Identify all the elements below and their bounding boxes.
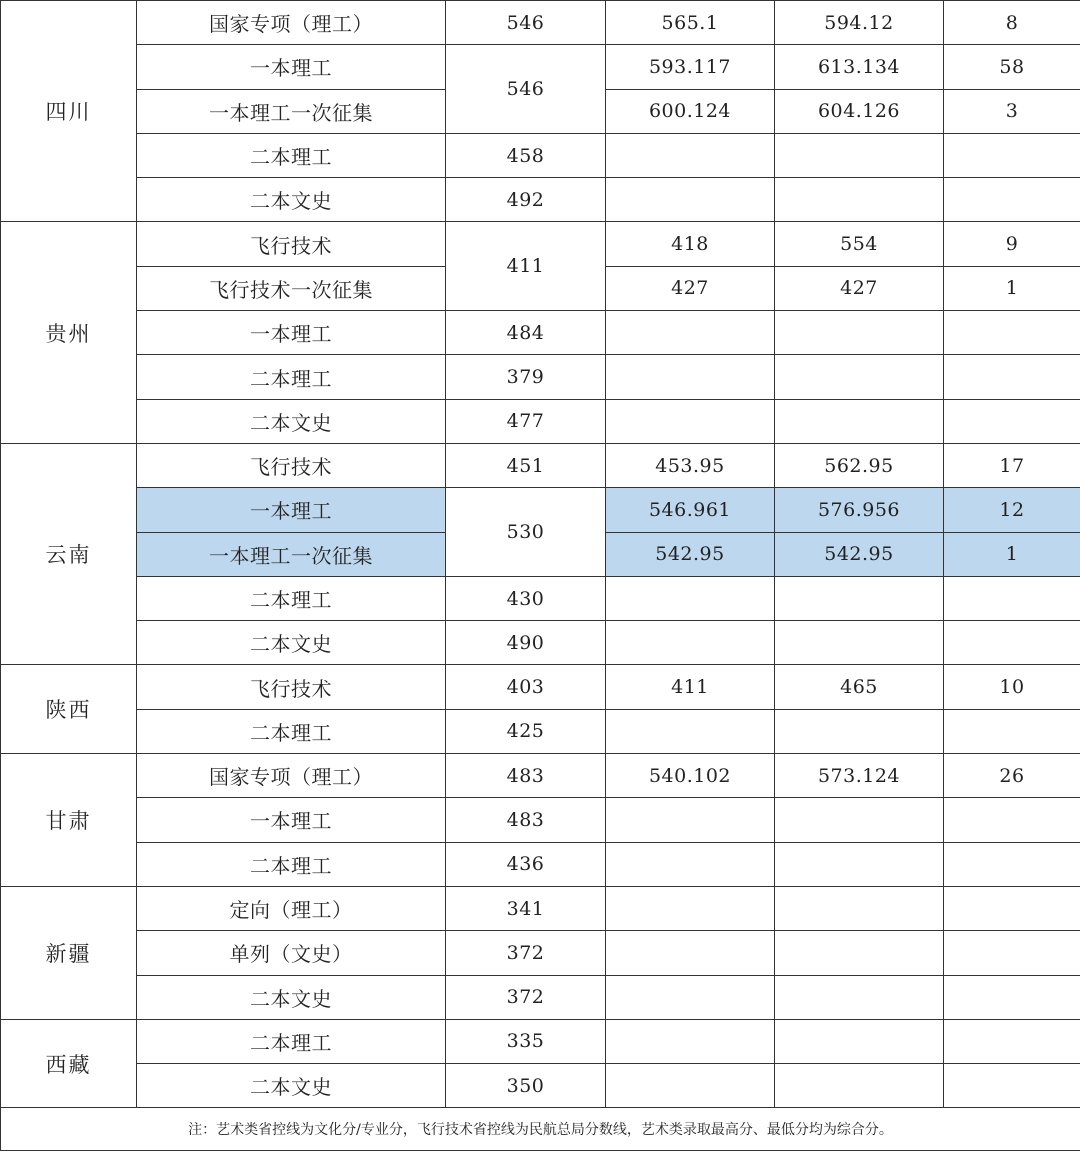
count-cell <box>944 1064 1080 1108</box>
max-score-cell <box>775 399 944 443</box>
table-row <box>1 754 1080 798</box>
min-score-cell <box>606 1019 775 1063</box>
max-score-cell <box>775 178 944 222</box>
control-line-cell: 425 <box>446 709 606 753</box>
table-row <box>1 133 1080 177</box>
max-score-cell: 542.95 <box>775 532 944 576</box>
max-score-cell: 613.134 <box>775 45 944 89</box>
min-score-cell: 593.117 <box>606 45 775 89</box>
count-cell <box>944 1019 1080 1063</box>
count-cell: 1 <box>944 532 1080 576</box>
min-score-cell: 565.1 <box>606 1 775 45</box>
min-score-cell <box>606 311 775 355</box>
category-cell: 飞行技术 <box>137 443 446 487</box>
count-cell: 10 <box>944 665 1080 709</box>
max-score-cell: 576.956 <box>775 488 944 532</box>
category-cell: 二本理工 <box>137 842 446 886</box>
max-score-cell <box>775 355 944 399</box>
table-row <box>1 443 1080 487</box>
category-cell: 二本理工 <box>137 1019 446 1063</box>
min-score-cell <box>606 399 775 443</box>
control-line-cell: 341 <box>446 886 606 930</box>
control-line-cell: 436 <box>446 842 606 886</box>
table-row <box>1 1 1080 45</box>
max-score-cell <box>775 709 944 753</box>
control-line-cell: 372 <box>446 975 606 1019</box>
min-score-cell: 418 <box>606 222 775 266</box>
category-cell: 一本理工一次征集 <box>137 532 446 576</box>
count-cell <box>944 576 1080 620</box>
table-row <box>1 709 1080 753</box>
max-score-cell <box>775 842 944 886</box>
max-score-cell <box>775 1019 944 1063</box>
category-cell: 二本理工 <box>137 355 446 399</box>
category-cell: 二本文史 <box>137 1064 446 1108</box>
province-cell: 甘肃 <box>1 754 137 887</box>
table-row <box>1 178 1080 222</box>
max-score-cell <box>775 576 944 620</box>
province-cell: 云南 <box>1 443 137 664</box>
table-row <box>1 842 1080 886</box>
count-cell <box>944 709 1080 753</box>
control-line-cell: 451 <box>446 443 606 487</box>
table-row <box>1 1019 1080 1063</box>
max-score-cell <box>775 621 944 665</box>
count-cell <box>944 311 1080 355</box>
table-row <box>1 355 1080 399</box>
count-cell <box>944 842 1080 886</box>
min-score-cell <box>606 886 775 930</box>
count-cell: 12 <box>944 488 1080 532</box>
table-row <box>1 798 1080 842</box>
count-cell <box>944 886 1080 930</box>
count-cell <box>944 798 1080 842</box>
count-cell <box>944 355 1080 399</box>
count-cell <box>944 178 1080 222</box>
table-row <box>1 621 1080 665</box>
min-score-cell: 542.95 <box>606 532 775 576</box>
count-cell: 8 <box>944 1 1080 45</box>
count-cell <box>944 621 1080 665</box>
table-row <box>1 576 1080 620</box>
table-row <box>1 886 1080 930</box>
category-cell: 二本理工 <box>137 133 446 177</box>
min-score-cell: 453.95 <box>606 443 775 487</box>
min-score-cell <box>606 975 775 1019</box>
min-score-cell: 600.124 <box>606 89 775 133</box>
count-cell <box>944 931 1080 975</box>
control-line-cell: 411 <box>446 222 606 311</box>
province-cell: 新疆 <box>1 886 137 1019</box>
control-line-cell: 430 <box>446 576 606 620</box>
category-cell: 一本理工 <box>137 45 446 89</box>
province-cell: 陕西 <box>1 665 137 754</box>
count-cell: 58 <box>944 45 1080 89</box>
category-cell: 国家专项（理工） <box>137 754 446 798</box>
category-cell: 二本理工 <box>137 709 446 753</box>
max-score-cell <box>775 133 944 177</box>
min-score-cell: 411 <box>606 665 775 709</box>
min-score-cell <box>606 931 775 975</box>
control-line-cell: 458 <box>446 133 606 177</box>
max-score-cell <box>775 931 944 975</box>
table-row <box>1 311 1080 355</box>
province-cell: 西藏 <box>1 1019 137 1108</box>
min-score-cell <box>606 355 775 399</box>
max-score-cell <box>775 886 944 930</box>
control-line-cell: 483 <box>446 798 606 842</box>
control-line-cell: 483 <box>446 754 606 798</box>
control-line-cell: 403 <box>446 665 606 709</box>
category-cell: 二本文史 <box>137 975 446 1019</box>
category-cell: 一本理工 <box>137 311 446 355</box>
table-row <box>1 665 1080 709</box>
category-cell: 飞行技术一次征集 <box>137 266 446 310</box>
control-line-cell: 492 <box>446 178 606 222</box>
category-cell: 一本理工 <box>137 798 446 842</box>
min-score-cell <box>606 709 775 753</box>
max-score-cell: 562.95 <box>775 443 944 487</box>
max-score-cell <box>775 798 944 842</box>
max-score-cell: 427 <box>775 266 944 310</box>
max-score-cell: 554 <box>775 222 944 266</box>
count-cell: 17 <box>944 443 1080 487</box>
control-line-cell: 490 <box>446 621 606 665</box>
table-row <box>1 931 1080 975</box>
control-line-cell: 484 <box>446 311 606 355</box>
note-row <box>1 1108 1080 1151</box>
max-score-cell: 573.124 <box>775 754 944 798</box>
max-score-cell: 465 <box>775 665 944 709</box>
category-cell: 一本理工 <box>137 488 446 532</box>
count-cell <box>944 133 1080 177</box>
category-cell: 飞行技术 <box>137 665 446 709</box>
category-cell: 二本理工 <box>137 576 446 620</box>
category-cell: 单列（文史） <box>137 931 446 975</box>
category-cell: 一本理工一次征集 <box>137 89 446 133</box>
province-cell: 贵州 <box>1 222 137 443</box>
table-row-highlighted <box>1 488 1080 532</box>
category-cell: 国家专项（理工） <box>137 1 446 45</box>
control-line-cell: 335 <box>446 1019 606 1063</box>
province-cell: 四川 <box>1 1 137 222</box>
control-line-cell: 546 <box>446 45 606 134</box>
count-cell: 3 <box>944 89 1080 133</box>
category-cell: 二本文史 <box>137 621 446 665</box>
min-score-cell <box>606 1064 775 1108</box>
min-score-cell <box>606 576 775 620</box>
max-score-cell: 594.12 <box>775 1 944 45</box>
min-score-cell <box>606 133 775 177</box>
count-cell: 26 <box>944 754 1080 798</box>
table-row <box>1 975 1080 1019</box>
control-line-cell: 372 <box>446 931 606 975</box>
max-score-cell <box>775 1064 944 1108</box>
max-score-cell: 604.126 <box>775 89 944 133</box>
min-score-cell <box>606 621 775 665</box>
min-score-cell: 427 <box>606 266 775 310</box>
table-row <box>1 45 1080 89</box>
min-score-cell <box>606 798 775 842</box>
control-line-cell: 379 <box>446 355 606 399</box>
count-cell <box>944 399 1080 443</box>
category-cell: 飞行技术 <box>137 222 446 266</box>
table-row <box>1 222 1080 266</box>
max-score-cell <box>775 975 944 1019</box>
table-row <box>1 1064 1080 1108</box>
category-cell: 二本文史 <box>137 178 446 222</box>
table-row <box>1 399 1080 443</box>
max-score-cell <box>775 311 944 355</box>
min-score-cell <box>606 178 775 222</box>
count-cell: 9 <box>944 222 1080 266</box>
control-line-cell: 477 <box>446 399 606 443</box>
min-score-cell: 540.102 <box>606 754 775 798</box>
min-score-cell <box>606 842 775 886</box>
control-line-cell: 546 <box>446 1 606 45</box>
min-score-cell: 546.961 <box>606 488 775 532</box>
count-cell <box>944 975 1080 1019</box>
control-line-cell: 530 <box>446 488 606 577</box>
category-cell: 二本文史 <box>137 399 446 443</box>
control-line-cell: 350 <box>446 1064 606 1108</box>
count-cell: 1 <box>944 266 1080 310</box>
category-cell: 定向（理工） <box>137 886 446 930</box>
table-footnote: 注：艺术类省控线为文化分/专业分，飞行技术省控线为民航总局分数线，艺术类录取最高分、最低分均为综合分。 <box>1 1108 1080 1151</box>
